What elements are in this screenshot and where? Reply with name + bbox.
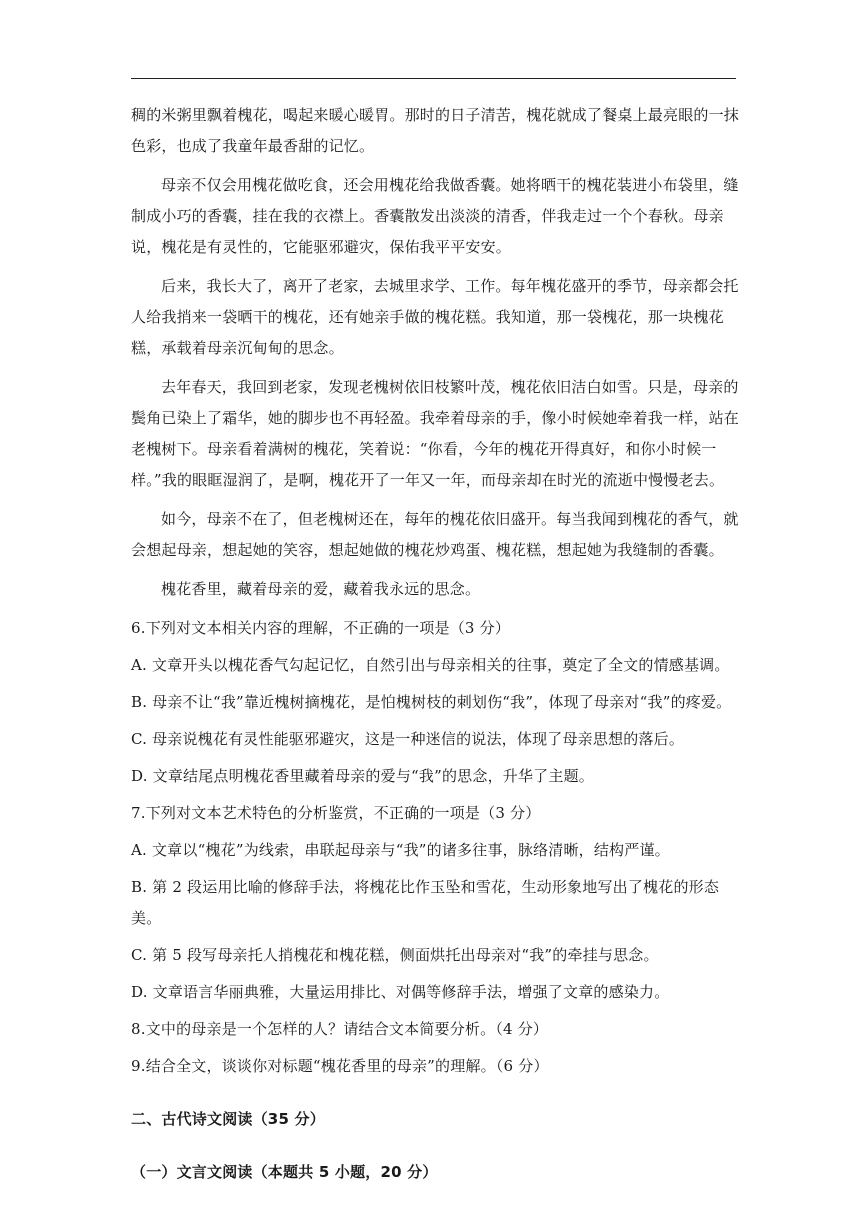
question-7-option-a: A. 文章以“槐花”为线索，串联起母亲与“我”的诸多往事，脉络清晰，结构严谨。 <box>131 841 670 859</box>
passage-paragraph: 如今，母亲不在了，但老槐树还在，每年的槐花依旧盛开。每当我闻到槐花的香气，就会想起母亲，想起她的笑容，想起她做的槐花炒鸡蛋、槐花糕，想起她为我缝制的香囊。 <box>131 510 739 559</box>
subsection-heading: （一）文言文阅读（本题共 5 小题，20 分） <box>131 1163 438 1181</box>
passage-paragraph: 后来，我长大了，离开了老家，去城里求学、工作。每年槐花盛开的季节，母亲都会托人给我捎来一袋晒干的槐花，还有她亲手做的槐花糕。我知道，那一袋槐花，那一块槐花糕，承载着母亲沉甸甸的思念。 <box>131 277 739 357</box>
document-body <box>131 100 741 1188</box>
question-6-option-c: C. 母亲说槐花有灵性能驱邪避灾，这是一种迷信的说法，体现了母亲思想的落后。 <box>131 730 685 748</box>
question-7-option-b: B. 第 2 段运用比喻的修辞手法，将槐花比作玉坠和雪花，生动形象地写出了槐花的形态美。 <box>131 878 720 927</box>
passage-paragraph: 槐花香里，藏着母亲的爱，藏着我永远的思念。 <box>161 580 481 598</box>
question-8-stem: 8.文中的母亲是一个怎样的人？请结合文本简要分析。（4 分） <box>131 1020 549 1038</box>
question-6-option-d: D. 文章结尾点明槐花香里藏着母亲的爱与“我”的思念，升华了主题。 <box>131 767 594 785</box>
header-rule <box>131 78 736 79</box>
passage-paragraph: 母亲不仅会用槐花做吃食，还会用槐花给我做香囊。她将晒干的槐花装进小布袋里，缝制成小巧的香囊，挂在我的衣襟上。香囊散发出淡淡的清香，伴我走过一个个春秋。母亲说，槐花是有灵性的，它能驱邪避灾，保佑我平平安安。 <box>131 176 739 256</box>
question-6-option-b: B. 母亲不让“我”靠近槐树摘槐花，是怕槐树枝的刺划伤“我”，体现了母亲对“我”的疼爱。 <box>131 693 732 711</box>
question-6-stem: 6.下列对文本相关内容的理解，不正确的一项是（3 分） <box>131 619 511 637</box>
passage-paragraph: 去年春天，我回到老家，发现老槐树依旧枝繁叶茂，槐花依旧洁白如雪。只是，母亲的鬓角已染上了霜华，她的脚步也不再轻盈。我牵着母亲的手，像小时候她牵着我一样，站在老槐树下。母亲看着满树的槐花，笑着说：“你看，今年的槐花开得真好，和你小时候一样。”我的眼眶湿润了，是啊，槐花开了一年又一年，而母亲却在时光的流逝中慢慢老去。 <box>131 378 740 489</box>
question-7-option-c: C. 第 5 段写母亲托人捎槐花和槐花糕，侧面烘托出母亲对“我”的牵挂与思念。 <box>131 946 659 964</box>
question-7-option-d: D. 文章语言华丽典雅，大量运用排比、对偶等修辞手法，增强了文章的感染力。 <box>131 983 670 1001</box>
passage-continuation: 稠的米粥里飘着槐花，喝起来暖心暖胃。那时的日子清苦，槐花就成了餐桌上最亮眼的一抹色彩，也成了我童年最香甜的记忆。 <box>131 106 740 155</box>
question-9-stem: 9.结合全文，谈谈你对标题“槐花香里的母亲”的理解。（6 分） <box>131 1057 549 1075</box>
question-6-option-a: A. 文章开头以槐花香气勾起记忆，自然引出与母亲相关的往事，奠定了全文的情感基调。 <box>131 656 730 674</box>
question-7-stem: 7.下列对文本艺术特色的分析鉴赏，不正确的一项是（3 分） <box>131 804 541 822</box>
section-heading: 二、古代诗文阅读（35 分） <box>131 1110 325 1128</box>
